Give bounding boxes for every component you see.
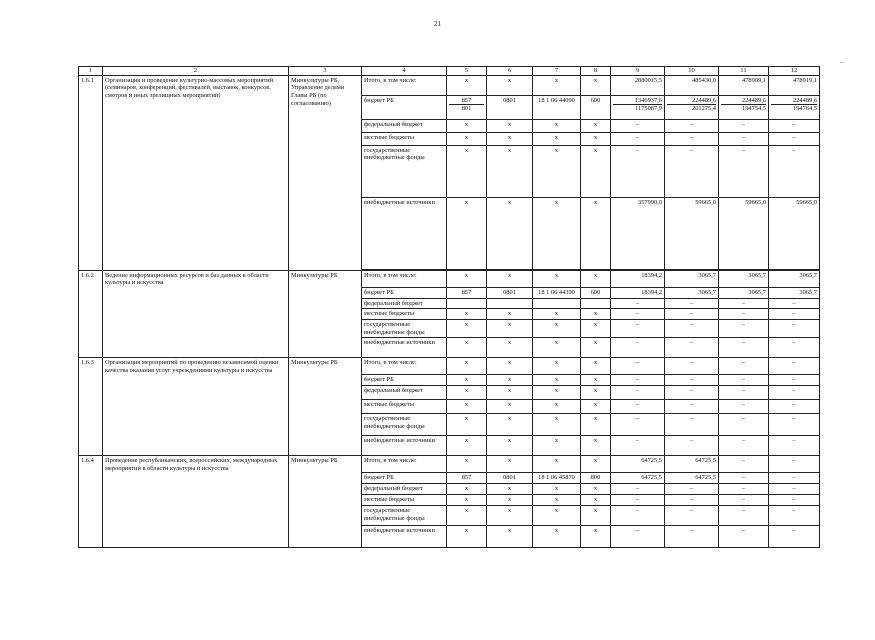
cell <box>611 95 665 119</box>
cell: x <box>581 119 611 132</box>
cell: x <box>533 436 581 456</box>
cell: x <box>487 358 533 375</box>
cell: x <box>447 132 487 145</box>
cell: – <box>769 132 820 145</box>
cell: – <box>719 338 769 358</box>
item-name: Проведение республиканских, всероссийских, международных мероприятий в области культуры и искусства <box>103 456 289 547</box>
cell: 2880015,5 <box>611 75 665 95</box>
cell: x <box>581 495 611 506</box>
cell: x <box>581 484 611 495</box>
source-label: бюджет РБ <box>362 375 447 386</box>
cell: x <box>581 309 611 320</box>
cell: 18 1 06 44090 <box>533 95 581 119</box>
source-label: внебюджетные источники <box>362 436 447 456</box>
cell: – <box>611 358 665 375</box>
cell <box>533 298 581 309</box>
column-header: 9 <box>611 67 665 76</box>
cell-part: 1175087,9 <box>613 104 662 113</box>
cell: x <box>533 75 581 95</box>
cell: x <box>581 525 611 547</box>
cell: – <box>611 119 665 132</box>
cell: – <box>719 309 769 320</box>
column-header: 11 <box>719 67 769 76</box>
cell: x <box>447 484 487 495</box>
cell: x <box>447 525 487 547</box>
cell: x <box>533 375 581 386</box>
cell: – <box>769 456 820 473</box>
table-row <box>79 358 820 375</box>
item-executor: Минкультуры РБ <box>289 358 362 456</box>
item-name: Ведение информационных ресурсов и баз данных в области культуры и искусства <box>103 270 289 358</box>
column-header: 12 <box>769 67 820 76</box>
cell-part: 1346937,6 <box>634 96 662 104</box>
cell: x <box>487 525 533 547</box>
cell: – <box>665 495 719 506</box>
cell: 3065,7 <box>719 287 769 298</box>
cell: – <box>769 338 820 358</box>
cell: – <box>611 145 665 197</box>
cell: 478919,1 <box>769 75 820 95</box>
cell: – <box>665 484 719 495</box>
cell: x <box>447 505 487 525</box>
cell-part: 194754,5 <box>721 104 766 113</box>
item-executor: Минкультуры РБ <box>289 456 362 547</box>
cell: 357990,0 <box>611 197 665 269</box>
cell: x <box>581 338 611 358</box>
table-row <box>79 75 820 95</box>
cell: x <box>487 414 533 436</box>
cell: – <box>719 132 769 145</box>
source-label: Итого, в том числе: <box>362 75 447 95</box>
cell: 857 <box>447 287 487 298</box>
cell: x <box>581 270 611 287</box>
cell: 18 1 06 45870 <box>533 473 581 484</box>
cell: x <box>447 197 487 269</box>
cell: 857 <box>447 473 487 484</box>
cell: – <box>719 145 769 197</box>
source-label: государственные внебюджетные фонды <box>362 320 447 338</box>
cell: – <box>769 298 820 309</box>
cell: x <box>581 505 611 525</box>
cell: x <box>487 309 533 320</box>
cell-part: 224489,6 <box>692 96 716 104</box>
cell: – <box>611 495 665 506</box>
cell: 18394,2 <box>611 270 665 287</box>
cell: – <box>719 505 769 525</box>
cell: 64725,5 <box>665 456 719 473</box>
cell: – <box>665 414 719 436</box>
source-label: государственные внебюджетные фонды <box>362 145 447 197</box>
cell: x <box>581 436 611 456</box>
cell: 3065,7 <box>665 287 719 298</box>
cell: x <box>533 386 581 400</box>
item-number: 1.6.3 <box>79 358 103 456</box>
cell: 3065,7 <box>769 270 820 287</box>
cell: x <box>581 375 611 386</box>
cell: – <box>611 298 665 309</box>
source-label: местные бюджеты <box>362 495 447 506</box>
cell: – <box>769 375 820 386</box>
column-header: 4 <box>362 67 447 76</box>
cell: – <box>769 309 820 320</box>
cell: x <box>533 119 581 132</box>
cell: – <box>665 132 719 145</box>
cell: 600 <box>581 95 611 119</box>
cell: – <box>769 119 820 132</box>
cell <box>487 298 533 309</box>
cell: x <box>487 375 533 386</box>
source-label: Итого, в том числе: <box>362 270 447 287</box>
cell: x <box>581 132 611 145</box>
cell <box>447 95 487 119</box>
column-header: 3 <box>289 67 362 76</box>
source-label: внебюджетные источники <box>362 197 447 269</box>
cell: – <box>719 473 769 484</box>
cell: – <box>611 320 665 338</box>
source-label: бюджет РБ <box>362 95 447 119</box>
cell: x <box>487 145 533 197</box>
source-label: местные бюджеты <box>362 400 447 414</box>
cell: – <box>769 400 820 414</box>
cell: – <box>719 436 769 456</box>
cell: – <box>611 436 665 456</box>
source-label: федеральный бюджет <box>362 484 447 495</box>
cell: x <box>533 338 581 358</box>
cell: x <box>533 145 581 197</box>
cell: – <box>719 456 769 473</box>
cell: 0801 <box>487 287 533 298</box>
cell: x <box>487 386 533 400</box>
cell: x <box>581 145 611 197</box>
cell: x <box>487 456 533 473</box>
source-label: государственные внебюджетные фонды <box>362 414 447 436</box>
cell: 64725,5 <box>665 473 719 484</box>
cell: – <box>719 320 769 338</box>
cell: x <box>487 505 533 525</box>
cell: – <box>719 375 769 386</box>
cell-part: 857 <box>461 96 472 104</box>
cell: x <box>447 320 487 338</box>
cell: – <box>665 400 719 414</box>
cell: x <box>533 495 581 506</box>
budget-table <box>78 66 820 548</box>
cell: x <box>533 456 581 473</box>
cell: – <box>769 436 820 456</box>
cell: x <box>487 338 533 358</box>
cell: – <box>719 414 769 436</box>
cell: x <box>533 132 581 145</box>
cell: x <box>581 400 611 414</box>
cell: 59665,0 <box>719 197 769 269</box>
source-label: местные бюджеты <box>362 309 447 320</box>
cell: x <box>487 197 533 269</box>
cell: 600 <box>581 287 611 298</box>
cell: – <box>769 484 820 495</box>
cell: – <box>769 473 820 484</box>
cell: – <box>665 358 719 375</box>
cell: – <box>769 358 820 375</box>
cell: – <box>611 338 665 358</box>
item-name: Организация мероприятий по проведению независимой оценки качества оказания услуг учреждениями культуры и искусства <box>103 358 289 456</box>
table-row <box>79 456 820 473</box>
column-header: 2 <box>103 67 289 76</box>
cell: x <box>581 414 611 436</box>
cell: x <box>533 358 581 375</box>
cell-part: 201275,4 <box>667 104 716 113</box>
cell: 18394,2 <box>611 287 665 298</box>
cell <box>581 298 611 309</box>
cell: x <box>581 358 611 375</box>
page-number: 21 <box>434 20 441 28</box>
source-label: местные бюджеты <box>362 132 447 145</box>
cell: – <box>719 525 769 547</box>
cell: – <box>719 298 769 309</box>
cell: x <box>447 119 487 132</box>
cell: x <box>533 320 581 338</box>
source-label: внебюджетные источники <box>362 338 447 358</box>
cell: 485430,0 <box>665 75 719 95</box>
cell: – <box>665 119 719 132</box>
cell: – <box>719 358 769 375</box>
cell: x <box>581 386 611 400</box>
cell: 478909,1 <box>719 75 769 95</box>
source-label: Итого, в том числе: <box>362 456 447 473</box>
cell: – <box>611 386 665 400</box>
cell: – <box>769 320 820 338</box>
table-row <box>79 270 820 287</box>
cell: x <box>487 320 533 338</box>
cell: x <box>487 495 533 506</box>
cell: – <box>665 145 719 197</box>
source-label: государственные внебюджетные фонды <box>362 505 447 525</box>
cell: – <box>665 338 719 358</box>
cell: 18 1 06 44390 <box>533 287 581 298</box>
cell: x <box>533 505 581 525</box>
item-executor: Минкультуры РБ, Управление делами Главы РБ (по согласованию) <box>289 75 362 270</box>
column-header: 6 <box>487 67 533 76</box>
cell: – <box>769 525 820 547</box>
cell: 64725,5 <box>611 473 665 484</box>
cell: x <box>487 119 533 132</box>
cell: – <box>611 414 665 436</box>
source-label: федеральный бюджет <box>362 119 447 132</box>
cell: – <box>611 400 665 414</box>
cell: – <box>665 320 719 338</box>
cell: x <box>447 456 487 473</box>
cell: 800 <box>581 473 611 484</box>
cell: – <box>719 484 769 495</box>
cell: 0801 <box>487 473 533 484</box>
cell-part: 801 <box>449 104 484 113</box>
cell: x <box>447 338 487 358</box>
cell-part: 224489,6 <box>742 96 766 104</box>
cell: x <box>533 197 581 269</box>
cell: – <box>665 505 719 525</box>
cell: x <box>533 400 581 414</box>
cell: x <box>487 132 533 145</box>
cell: x <box>447 145 487 197</box>
cell: x <box>447 358 487 375</box>
cell <box>665 95 719 119</box>
source-label: бюджет РБ <box>362 287 447 298</box>
source-label: федеральный бюджет <box>362 386 447 400</box>
cell: x <box>487 436 533 456</box>
item-number: 1.6.1 <box>79 75 103 270</box>
cell: – <box>769 145 820 197</box>
column-header: 5 <box>447 67 487 76</box>
cell: x <box>447 495 487 506</box>
cell: x <box>447 436 487 456</box>
cell: x <box>533 309 581 320</box>
source-label: федеральный бюджет <box>362 298 447 309</box>
cell: – <box>665 309 719 320</box>
cell: – <box>719 119 769 132</box>
cell: x <box>487 400 533 414</box>
cell: x <box>533 270 581 287</box>
source-label: Итого, в том числе: <box>362 358 447 375</box>
source-label: бюджет РБ <box>362 473 447 484</box>
column-header: 1 <box>79 67 103 76</box>
cell: – <box>665 386 719 400</box>
cell: – <box>769 505 820 525</box>
cell: – <box>665 525 719 547</box>
column-header: 10 <box>665 67 719 76</box>
cell <box>447 298 487 309</box>
cell: x <box>447 270 487 287</box>
cell: – <box>769 495 820 506</box>
column-header: 7 <box>533 67 581 76</box>
cell: 59665,0 <box>769 197 820 269</box>
cell: 3065,7 <box>665 270 719 287</box>
cell <box>769 95 820 119</box>
cell: x <box>581 456 611 473</box>
column-number-row <box>79 67 820 76</box>
cell: x <box>447 75 487 95</box>
cell: x <box>487 270 533 287</box>
column-header: 8 <box>581 67 611 76</box>
cell: x <box>447 414 487 436</box>
cell: x <box>447 386 487 400</box>
cell: x <box>581 320 611 338</box>
cell: x <box>581 75 611 95</box>
item-name: Организация и проведение культурно-массовых мероприятий (семинаров, конференций, фестивалей, выставок, конкурсов, смотров и иных зрелищных мероприятий) <box>103 75 289 270</box>
cell: – <box>611 375 665 386</box>
cell: x <box>581 197 611 269</box>
cell: 3065,7 <box>769 287 820 298</box>
cell: x <box>447 400 487 414</box>
cell: 64725,5 <box>611 456 665 473</box>
cell: – <box>665 375 719 386</box>
cell: 0801 <box>487 95 533 119</box>
item-number: 1.6.2 <box>79 270 103 358</box>
cell: – <box>769 386 820 400</box>
cell: 59665,0 <box>665 197 719 269</box>
cell: – <box>769 414 820 436</box>
cell: x <box>487 75 533 95</box>
cell: x <box>447 309 487 320</box>
source-label: внебюджетные источники <box>362 525 447 547</box>
cell: – <box>665 298 719 309</box>
cell: – <box>611 484 665 495</box>
cell: – <box>719 386 769 400</box>
cell: x <box>533 414 581 436</box>
cell: x <box>487 484 533 495</box>
cell-part: 224489,6 <box>793 96 817 104</box>
cell <box>719 95 769 119</box>
item-executor: Минкультуры РБ <box>289 270 362 358</box>
cell: – <box>719 400 769 414</box>
cell: x <box>533 525 581 547</box>
cell: – <box>719 495 769 506</box>
corner-mark: – <box>840 58 844 66</box>
item-number: 1.6.4 <box>79 456 103 547</box>
cell: x <box>447 375 487 386</box>
cell-part: 194764,5 <box>771 104 817 113</box>
cell: 3065,7 <box>719 270 769 287</box>
cell: – <box>611 132 665 145</box>
cell: – <box>611 525 665 547</box>
cell: – <box>665 436 719 456</box>
cell: – <box>611 309 665 320</box>
cell: – <box>611 505 665 525</box>
cell: x <box>533 484 581 495</box>
